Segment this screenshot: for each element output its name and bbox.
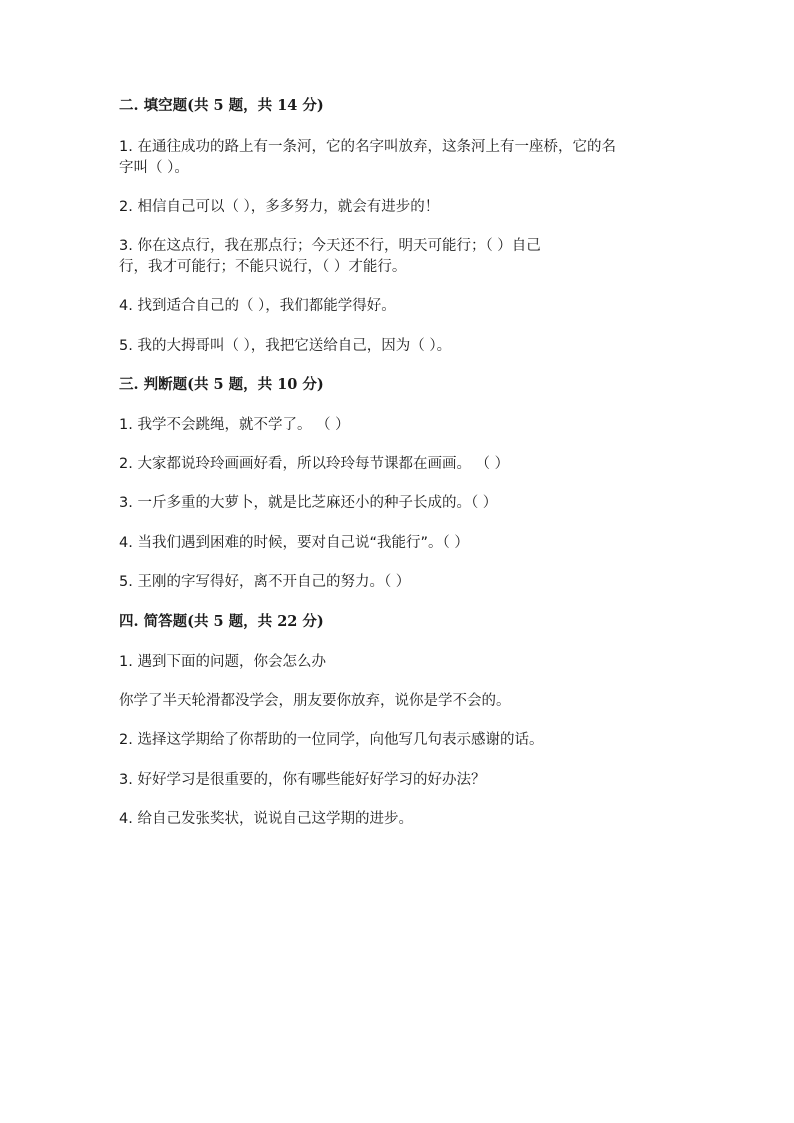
fill-q5: 5. 我的大拇哥叫（ ），我把它送给自己，因为（ ）。 (119, 338, 452, 354)
judge-q1: 1. 我学不会跳绳，就不学了。 （ ） (119, 417, 350, 433)
short-q1: 1. 遇到下面的问题，你会怎么办 (119, 654, 326, 670)
section2-heading: 二. 填空题(共 5 题，共 14 分) (119, 97, 324, 114)
section3-heading: 三. 判断题(共 5 题，共 10 分) (119, 376, 324, 393)
fill-q3-line2: 行，我才可能行；不能只说行，（ ）才能行。 (119, 259, 407, 275)
short-q3: 3. 好好学习是很重要的，你有哪些能好好学习的好办法？ (119, 772, 486, 788)
fill-q1-line1: 1. 在通往成功的路上有一条河，它的名字叫放弃，这条河上有一座桥，它的名 (119, 139, 616, 155)
judge-q3: 3. 一斤多重的大萝卜，就是比芝麻还小的种子长成的。（ ） (119, 495, 498, 511)
fill-q4: 4. 找到适合自己的（ ），我们都能学得好。 (119, 298, 396, 314)
judge-q2: 2. 大家都说玲玲画画好看，所以玲玲每节课都在画画。 （ ） (119, 456, 510, 472)
short-q4: 4. 给自己发张奖状，说说自己这学期的进步。 (119, 811, 413, 827)
fill-q3-line1: 3. 你在这点行，我在那点行；今天还不行，明天可能行；（ ）自己 (119, 238, 541, 254)
fill-q2: 2. 相信自己可以（ ），多多努力，就会有进步的！ (119, 199, 440, 215)
judge-q4: 4. 当我们遇到困难的时候，要对自己说“我能行”。（ ） (119, 535, 469, 551)
short-q1-detail: 你学了半天轮滑都没学会，朋友要你放弃，说你是学不会的。 (119, 693, 511, 709)
short-q2: 2. 选择这学期给了你帮助的一位同学，向他写几句表示感谢的话。 (119, 732, 544, 748)
section4-heading: 四. 简答题(共 5 题，共 22 分) (119, 613, 324, 630)
fill-q1-line2: 字叫（ ）。 (119, 160, 189, 176)
judge-q5: 5. 王刚的字写得好，离不开自己的努力。（ ） (119, 574, 411, 590)
